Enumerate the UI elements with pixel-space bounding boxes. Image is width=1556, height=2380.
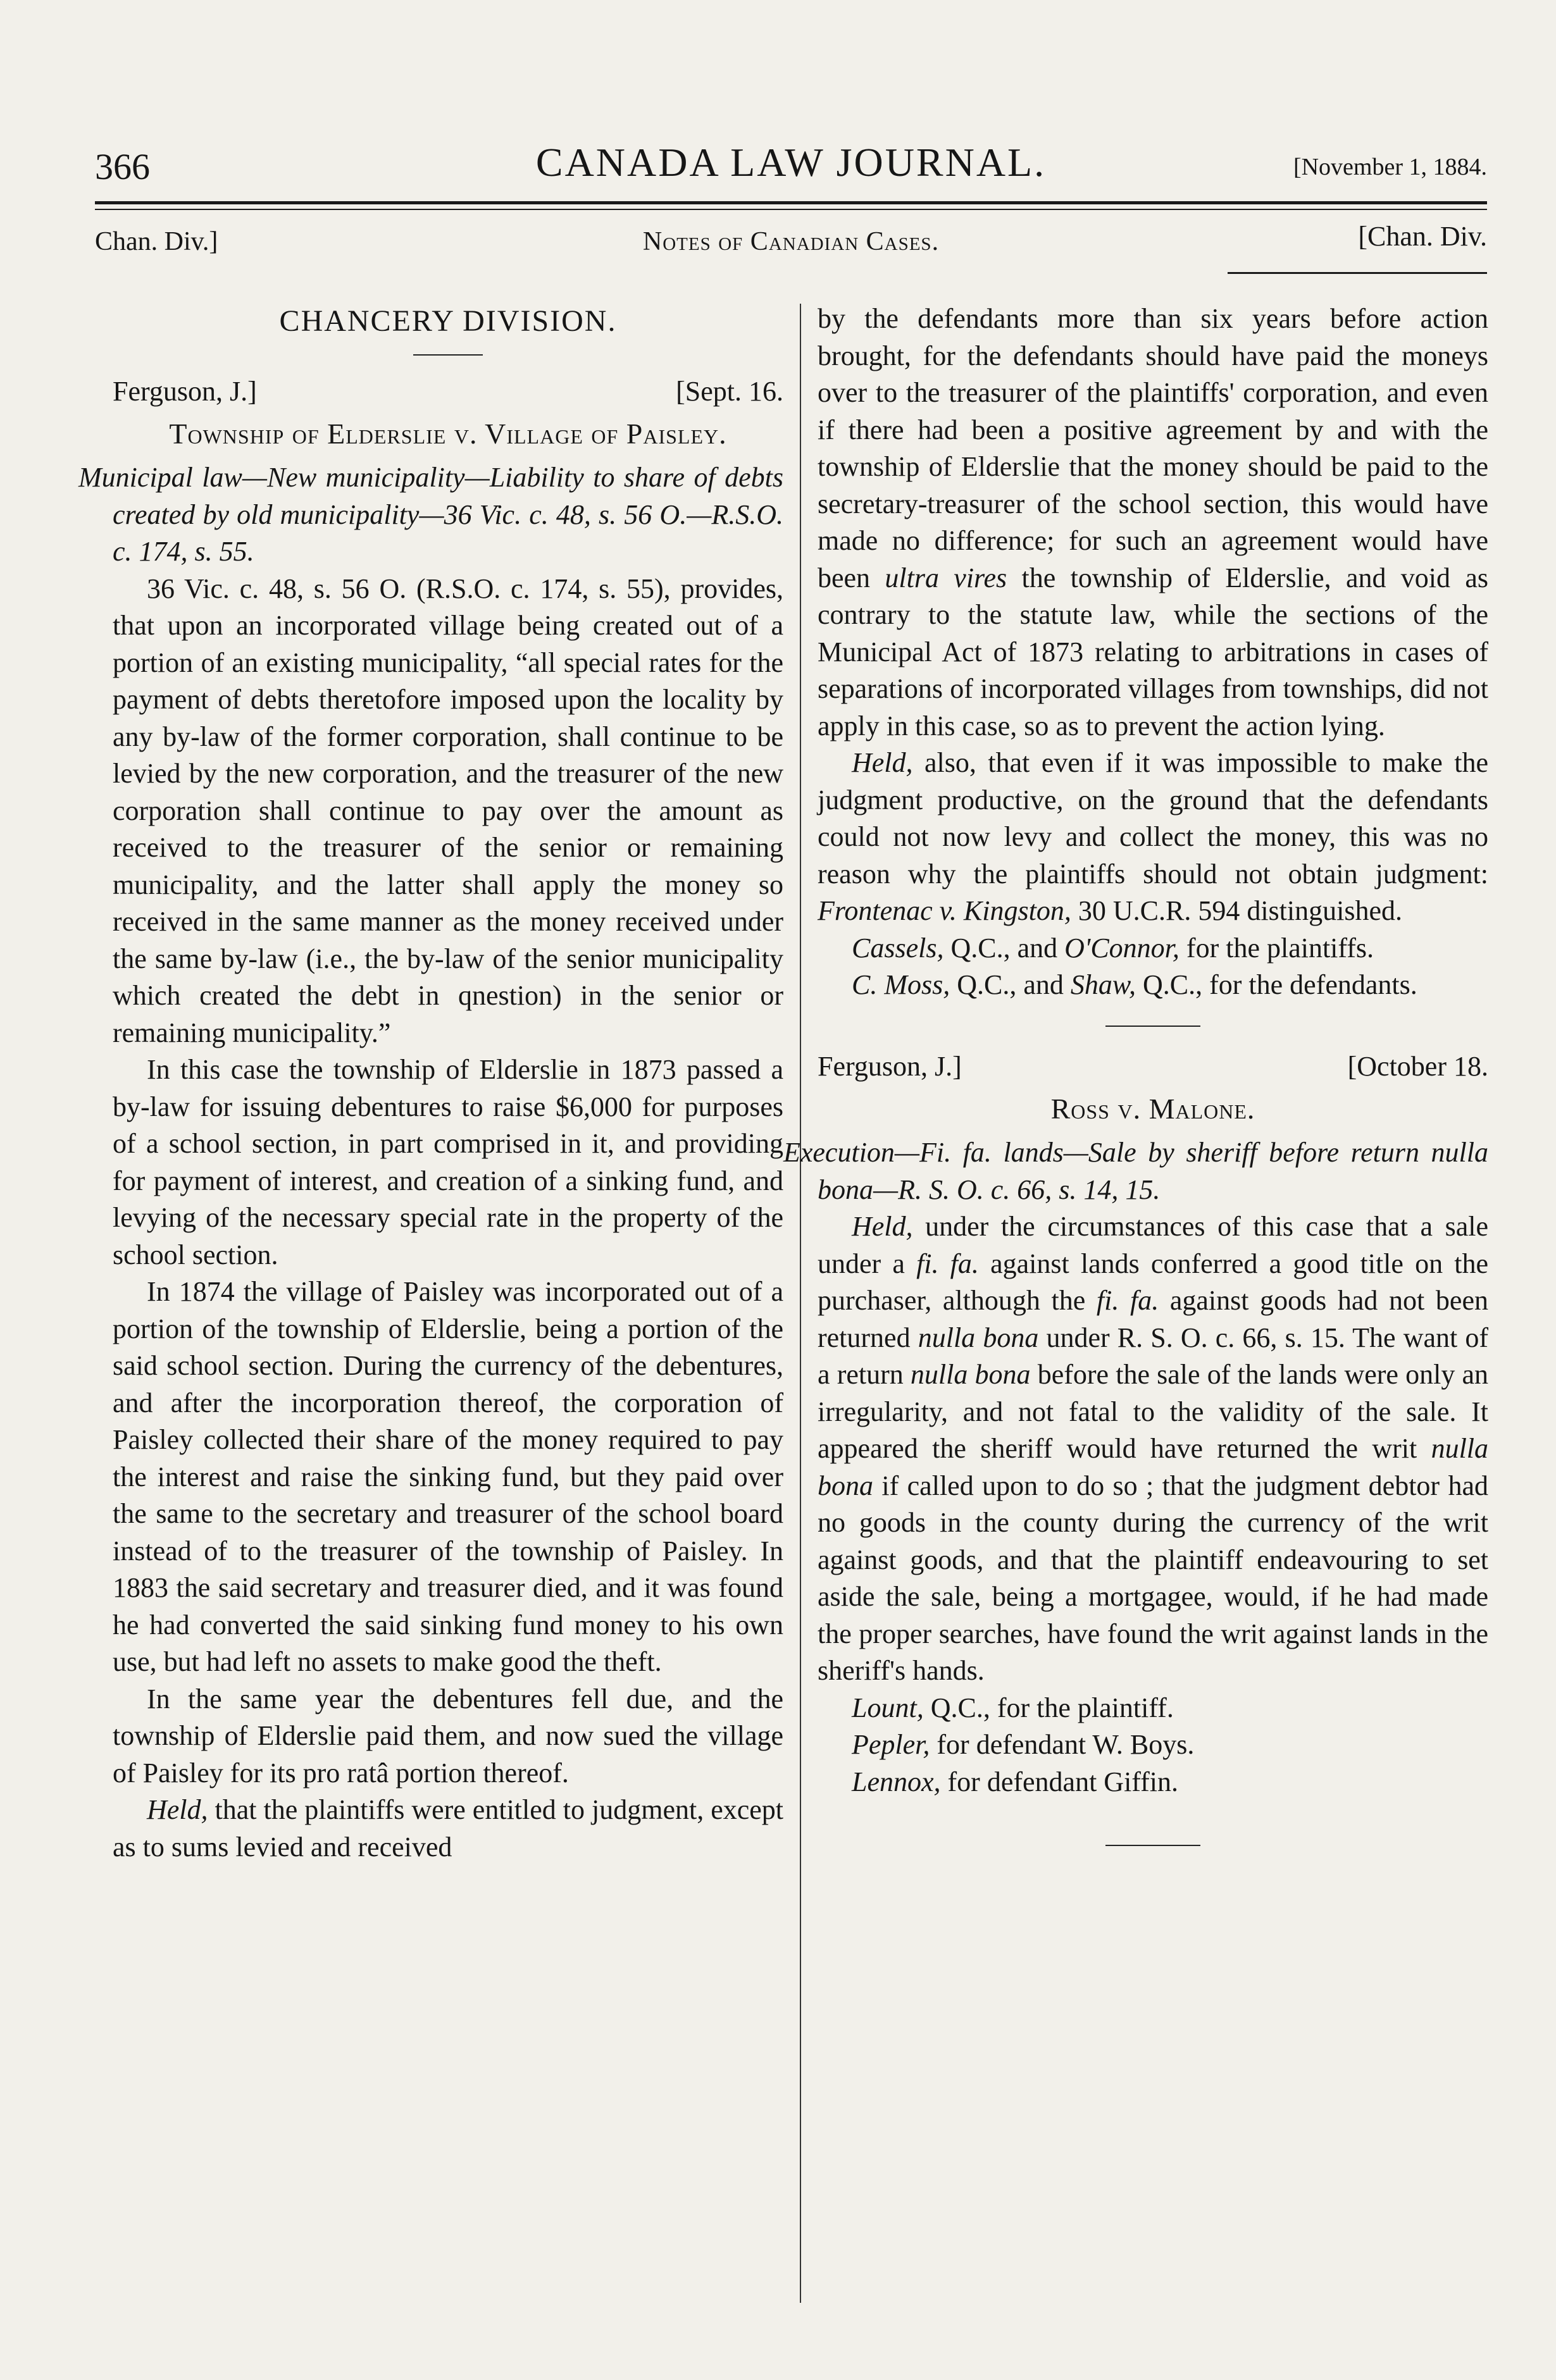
latin-term: fi. fa.: [1096, 1285, 1159, 1316]
column-divider: [800, 304, 801, 2303]
counsel-name: Lount,: [852, 1692, 924, 1723]
held-text: against lands conferred a good title on the purchaser, although the: [818, 1248, 1489, 1316]
case-judge-line: [818, 1048, 1488, 1086]
cited-reference: 30 U.C.R. 594 distinguished.: [1078, 895, 1402, 926]
continued-text-end: the township of Elderslie, and void as contrary to the statute law, while the sections of the Municipal Act of 1873 relating to arbitrations in cases of separations of incorporated villages from townships, did not apply in this case, so as to prevent the action lying.: [818, 562, 1489, 741]
held-label: Held,: [852, 1211, 913, 1242]
counsel-name: Pepler,: [852, 1729, 930, 1760]
issue-date: [November 1, 1884.: [1293, 154, 1487, 180]
counsel-line: [818, 930, 1488, 967]
counsel-role: Q.C., for the defendants.: [1143, 969, 1417, 1000]
right-section-underline: [1228, 272, 1487, 274]
cited-case: Frontenac v. Kingston,: [818, 895, 1071, 926]
case-paragraph: 36 Vic. c. 48, s. 56 O. (R.S.O. c. 174, s. 55), provides, that upon an incorporated village being created out of a portion of an existing municipality, “all special rates for the payment of debts theretofore imposed upon the locality by any by-law of the former corporation, shall continue to be levied by the new corporation, and the treasurer of the new corporation shall continue to pay over the amount as received to the treasurer of the senior or remaining municipality, and the latter shall apply the money so received in the same manner as the money received under the same by-law (i.e., the by-law of the senior municipality which created the debt in qnestion) in the senior or remaining municipality.”: [113, 573, 783, 1048]
case-paragraph: In 1874 the village of Paisley was incorporated out of a portion of the township of Elderslie, being a portion of the said school section. During the currency of the debentures, and after the incorporation thereof, the corporation of Paisley collected their share of the money required to pay the interest and raise the sinking fund, but they paid over the same to the secretary and treasurer of the school board instead of to the treasurer of the township of Paisley. In 1883 the said secretary and treasurer died, and it was found he had converted the said sinking fund money to his own use, but had left no assets to make good the theft.: [113, 1276, 783, 1677]
held-paragraph: [818, 745, 1488, 930]
held-text: under the circumstances of this case that a sale under a: [818, 1211, 1488, 1279]
judge-name: Ferguson, J.]: [818, 1050, 962, 1082]
ultra-vires-term: ultra vires: [885, 562, 1007, 593]
heading-rule: [413, 354, 483, 356]
held-paragraph: [818, 1208, 1488, 1690]
case-judge-line: [113, 373, 783, 411]
held-paragraph: [113, 1792, 783, 1866]
counsel-name: C. Moss,: [852, 969, 950, 1000]
case-headnote: Execution—Fi. fa. lands—Sale by sheriff before return nulla bona—R. S. O. c. 66, s. 14, 15.: [783, 1137, 1488, 1205]
counsel-name: Lennox,: [852, 1766, 941, 1797]
counsel-role: Q.C., and: [950, 932, 1058, 964]
held-label: Held,: [852, 747, 913, 778]
held-text: against goods had not been returned: [818, 1285, 1488, 1353]
page-number: 366: [95, 146, 150, 187]
counsel-line: [818, 967, 1488, 1004]
latin-term: nulla bona: [910, 1359, 1031, 1390]
counsel-role: for the plaintiffs.: [1186, 932, 1374, 964]
case-paragraph: In this case the township of Elderslie in 1873 passed a by-law for issuing debentures to raise $6,000 for purposes of a school section, in part comprised in it, and providing for payment of interest, and creation of a sinking fund, and levying of the necessary special rate in the property of the school section.: [113, 1054, 783, 1270]
running-header: [95, 133, 1487, 196]
held-label: Held,: [147, 1794, 208, 1825]
counsel-role: Q.C., for the plaintiff.: [930, 1692, 1174, 1723]
held-text: if called upon to do so ; that the judgment debtor had no goods in the county during the currency of the writ against goods, and that the plaintiff endeavouring to set aside the sale, being a mortgagee, would, if he had made the proper searches, have found the writ against lands in the sheriff's hands.: [818, 1470, 1489, 1686]
counsel-line: [818, 1764, 1488, 1801]
held-text: that the plaintiffs were entitled to judgment, except as to sums levied and received: [113, 1794, 784, 1862]
case-title: Township of Elderslie v. Village of Paisley.: [169, 418, 727, 450]
held-text: also, that even if it was impossible to make the judgment productive, on the ground that the defendants could not now levy and collect the money, this was no reason why the plaintiffs should not obtain judgment:: [818, 747, 1489, 889]
case-date: [Sept. 16.: [676, 375, 783, 407]
counsel-role: for defendant W. Boys.: [937, 1729, 1195, 1760]
counsel-line: [818, 1690, 1488, 1727]
case-title: Ross v. Malone.: [1050, 1093, 1255, 1125]
section-header: [95, 220, 1487, 264]
counsel-line: [818, 1726, 1488, 1764]
latin-term: nulla bona: [818, 1433, 1489, 1501]
counsel-name: Shaw,: [1070, 969, 1136, 1000]
counsel-name: Cassels,: [852, 932, 944, 964]
continued-paragraph: [818, 301, 1488, 745]
division-heading: CHANCERY DIVISION.: [279, 304, 617, 338]
right-section-label: [Chan. Div.: [1358, 221, 1487, 252]
case-date: [October 18.: [1347, 1050, 1488, 1082]
counsel-role: Q.C., and: [957, 969, 1064, 1000]
continued-text: by the defendants more than six years before action brought, for the defendants should have paid the moneys over to the treasurer of the plaintiffs' corporation, and even if there had been a positive agreement by and with the township of Elderslie that the money should be paid to the secretary-treasurer of the school section, this would have made no difference; for such an agreement would have been: [818, 303, 1488, 593]
left-section-label: Chan. Div.]: [95, 227, 218, 256]
case-headnote: Municipal law—New municipality—Liability to share of debts created by old municipality—36 Vic. c. 48, s. 56 O.—R.S.O. c. 174, s. 55.: [78, 462, 783, 567]
held-text: before the sale of the lands were only an irregularity, and not fatal to the validity of the sale. It appeared the sheriff would have returned the writ: [818, 1359, 1489, 1464]
case-paragraph: In the same year the debentures fell due, and the township of Elderslie paid them, and now sued the village of Paisley for its pro ratâ portion thereof.: [113, 1683, 783, 1788]
right-column: [783, 301, 1489, 1868]
latin-term: nulla bona: [918, 1322, 1039, 1353]
held-text: under R. S. O. c. 66, s. 15. The want of a return: [818, 1322, 1489, 1390]
case-separator-rule: [1105, 1026, 1200, 1027]
center-section-label: Notes of Canadian Cases.: [642, 227, 940, 256]
counsel-name: O'Connor,: [1064, 932, 1179, 964]
judge-name: Ferguson, J.]: [113, 375, 257, 407]
header-rule-thick: [95, 201, 1487, 204]
left-column: [78, 301, 784, 1866]
journal-title: CANADA LAW JOURNAL.: [535, 140, 1047, 185]
counsel-role: for defendant Giffin.: [947, 1766, 1179, 1797]
latin-term: fi. fa.: [916, 1248, 979, 1279]
header-rule-thin: [95, 209, 1487, 210]
end-rule: [1105, 1845, 1200, 1846]
